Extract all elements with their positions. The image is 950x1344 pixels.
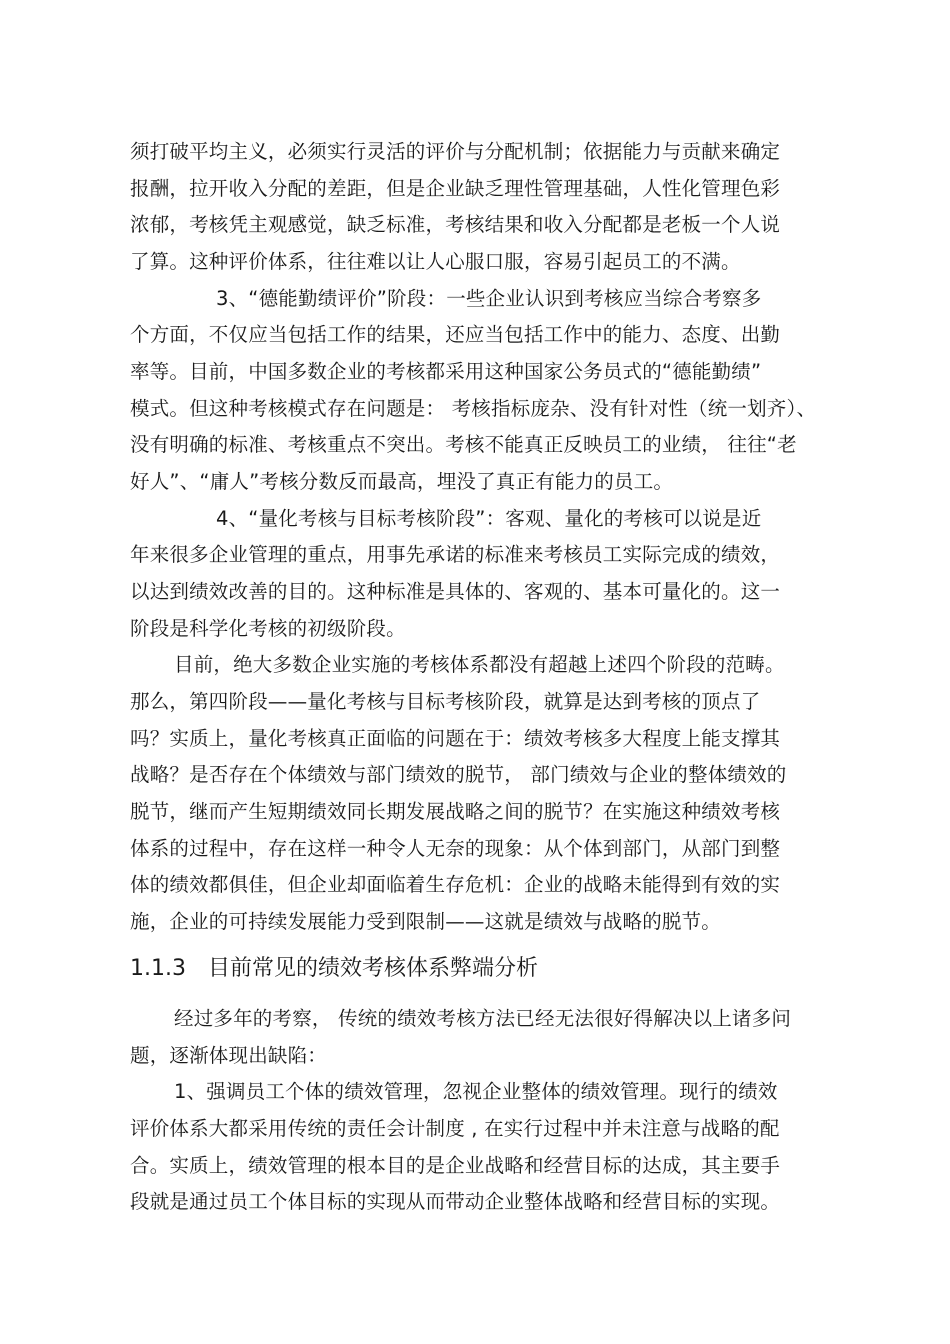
text-line: 好人”、“庸人”考核分数反而最高，埋没了真正有能力的员工。 bbox=[130, 470, 674, 493]
text-line: 没有明确的标准、考核重点不突出。考核不能真正反映员工的业绩， 往往“老 bbox=[130, 433, 797, 456]
text-line: 率等。目前，中国多数企业的考核都采用这种国家公务员式的“德能勤绩” bbox=[130, 360, 762, 383]
text-line: 段就是通过员工个体目标的实现从而带动企业整体战略和经营目标的实现。 bbox=[130, 1190, 781, 1213]
text-line: 报酬，拉开收入分配的差距，但是企业缺乏理性管理基础，人性化管理色彩 bbox=[130, 177, 781, 200]
text-line: 那么，第四阶段——量化考核与目标考核阶段，就算是达到考核的顶点了 bbox=[130, 690, 761, 713]
section-number: 1.1.3 bbox=[130, 956, 186, 981]
text-line: 体系的过程中，存在这样一种令人无奈的现象：从个体到部门，从部门到整 bbox=[130, 837, 781, 860]
text-line: 题，逐渐体现出缺陷： bbox=[130, 1044, 328, 1067]
text-line: 体的绩效都俱佳，但企业却面临着生存危机：企业的战略未能得到有效的实 bbox=[130, 873, 781, 896]
text-line: 经过多年的考察， 传统的绩效考核方法已经无法很好得解决以上诸多问 bbox=[174, 1007, 792, 1030]
text-line: 须打破平均主义，必须实行灵活的评价与分配机制；依据能力与贡献来确定 bbox=[130, 140, 781, 163]
section-heading bbox=[130, 954, 538, 984]
text-line: 战略？是否存在个体绩效与部门绩效的脱节， 部门绩效与企业的整体绩效的 bbox=[130, 763, 787, 786]
text-line: 阶段是科学化考核的初级阶段。 bbox=[130, 617, 406, 640]
text-line: 浓郁，考核凭主观感觉，缺乏标准，考核结果和收入分配都是老板一个人说 bbox=[130, 213, 781, 236]
text-line: 个方面，不仅应当包括工作的结果，还应当包括工作中的能力、态度、出勤 bbox=[130, 323, 781, 346]
text-line: 以达到绩效改善的目的。这种标准是具体的、客观的、基本可量化的。这一 bbox=[130, 580, 781, 603]
text-line: 3、“德能勤绩评价”阶段：一些企业认识到考核应当综合考察多 bbox=[216, 287, 762, 310]
text-line: 目前，绝大多数企业实施的考核体系都没有超越上述四个阶段的范畴。 bbox=[174, 653, 785, 676]
text-line: 吗？实质上，量化考核真正面临的问题在于：绩效考核多大程度上能支撑其 bbox=[130, 727, 781, 750]
text-line: 脱节，继而产生短期绩效同长期发展战略之间的脱节？在实施这种绩效考核 bbox=[130, 800, 781, 823]
text-line: 1、强调员工个体的绩效管理，忽视企业整体的绩效管理。现行的绩效 bbox=[174, 1080, 778, 1103]
text-line: 模式。但这种考核模式存在问题是： 考核指标庞杂、没有针对性（统一划齐）、 bbox=[130, 397, 817, 420]
text-line: 4、“量化考核与目标考核阶段”：客观、量化的考核可以说是近 bbox=[216, 507, 762, 530]
text-line: 施，企业的可持续发展能力受到限制——这就是绩效与战略的脱节。 bbox=[130, 910, 722, 933]
text-line: 评价体系大都采用传统的责任会计制度 , 在实行过程中并未注意与战略的配 bbox=[130, 1117, 780, 1140]
text-line: 了算。这种评价体系，往往难以让人心服口服，容易引起员工的不满。 bbox=[130, 250, 741, 273]
section-title: 目前常见的绩效考核体系弊端分析 bbox=[208, 956, 539, 981]
text-line: 合。实质上，绩效管理的根本目的是企业战略和经营目标的达成，其主要手 bbox=[130, 1154, 781, 1177]
text-line: 年来很多企业管理的重点，用事先承诺的标准来考核员工实际完成的绩效， bbox=[130, 543, 781, 566]
